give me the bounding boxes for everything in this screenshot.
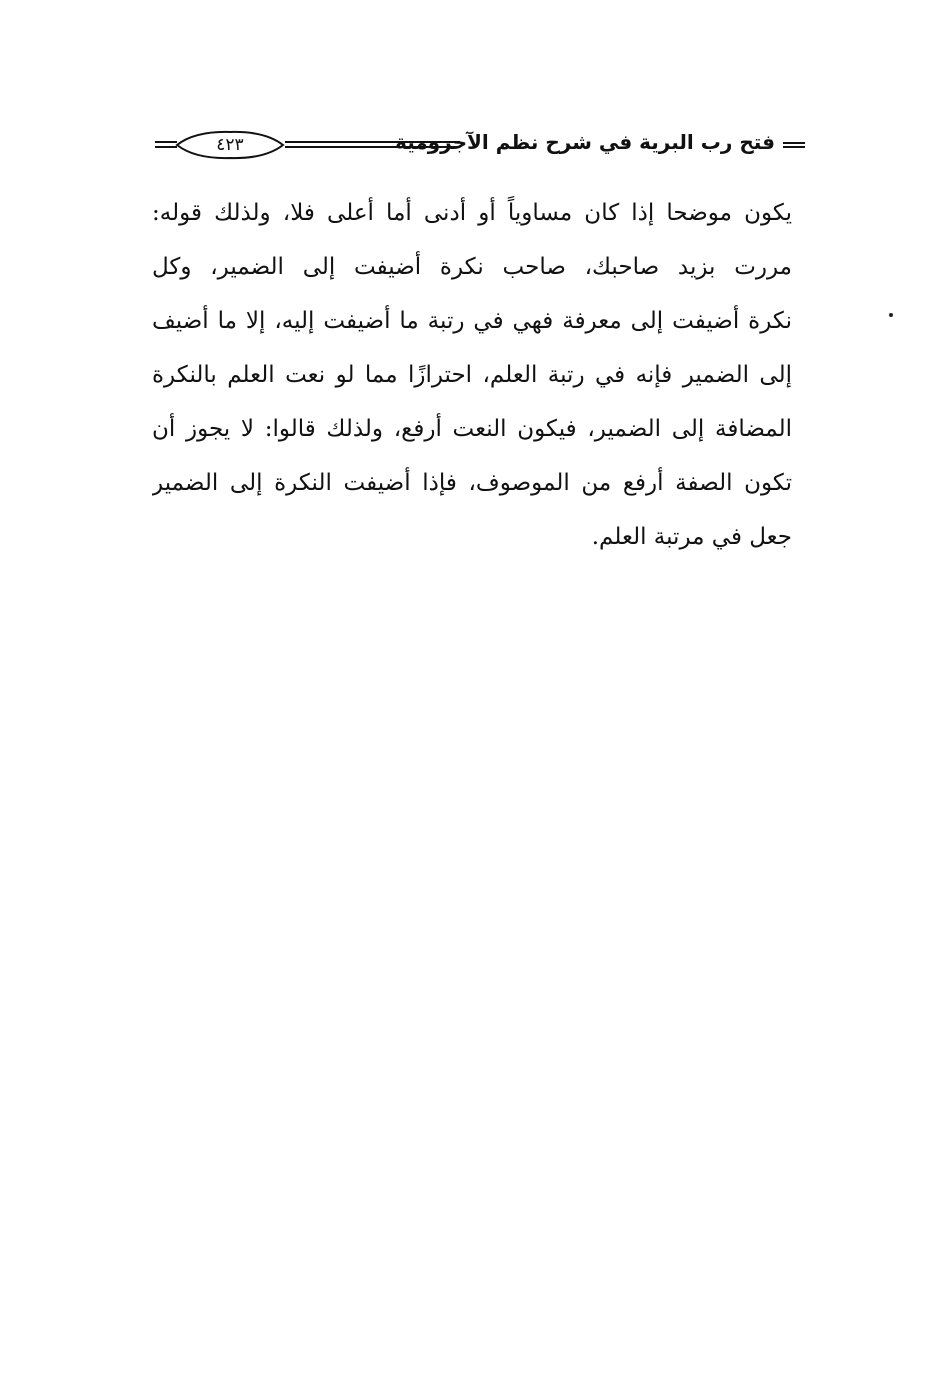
text-line: مررت بزيد صاحبك، صاحب نكرة أضيفت إلى الضمير، وكل [152, 254, 792, 280]
page-number-oval [175, 130, 285, 160]
page-number: ٤٢٣ [216, 135, 244, 155]
text-line: جعل في مرتبة العلم. [591, 524, 792, 550]
body-paragraph [152, 186, 792, 564]
running-header [155, 126, 805, 166]
margin-dot [889, 313, 893, 317]
text-line: نكرة أضيفت إلى معرفة فهي في رتبة ما أضيفت إليه، إلا ما أضيف [152, 308, 792, 334]
header-right-ornament [783, 142, 805, 148]
text-line: إلى الضمير فإنه في رتبة العلم، احترازًا مما لو نعت العلم بالنكرة [152, 362, 792, 388]
header-left-ornament [155, 141, 177, 148]
text-line: تكون الصفة أرفع من الموصوف، فإذا أضيفت النكرة إلى الضمير [152, 470, 792, 496]
text-line: يكون موضحا إذا كان مساوياً أو أدنى أما أعلى فلا، ولذلك قوله: [152, 200, 792, 226]
header-title: فتح رب البرية في شرح نظم الآجرومية [395, 130, 775, 154]
text-line: المضافة إلى الضمير، فيكون النعت أرفع، ولذلك قالوا: لا يجوز أن [152, 416, 792, 442]
header-double-rule [285, 141, 460, 148]
